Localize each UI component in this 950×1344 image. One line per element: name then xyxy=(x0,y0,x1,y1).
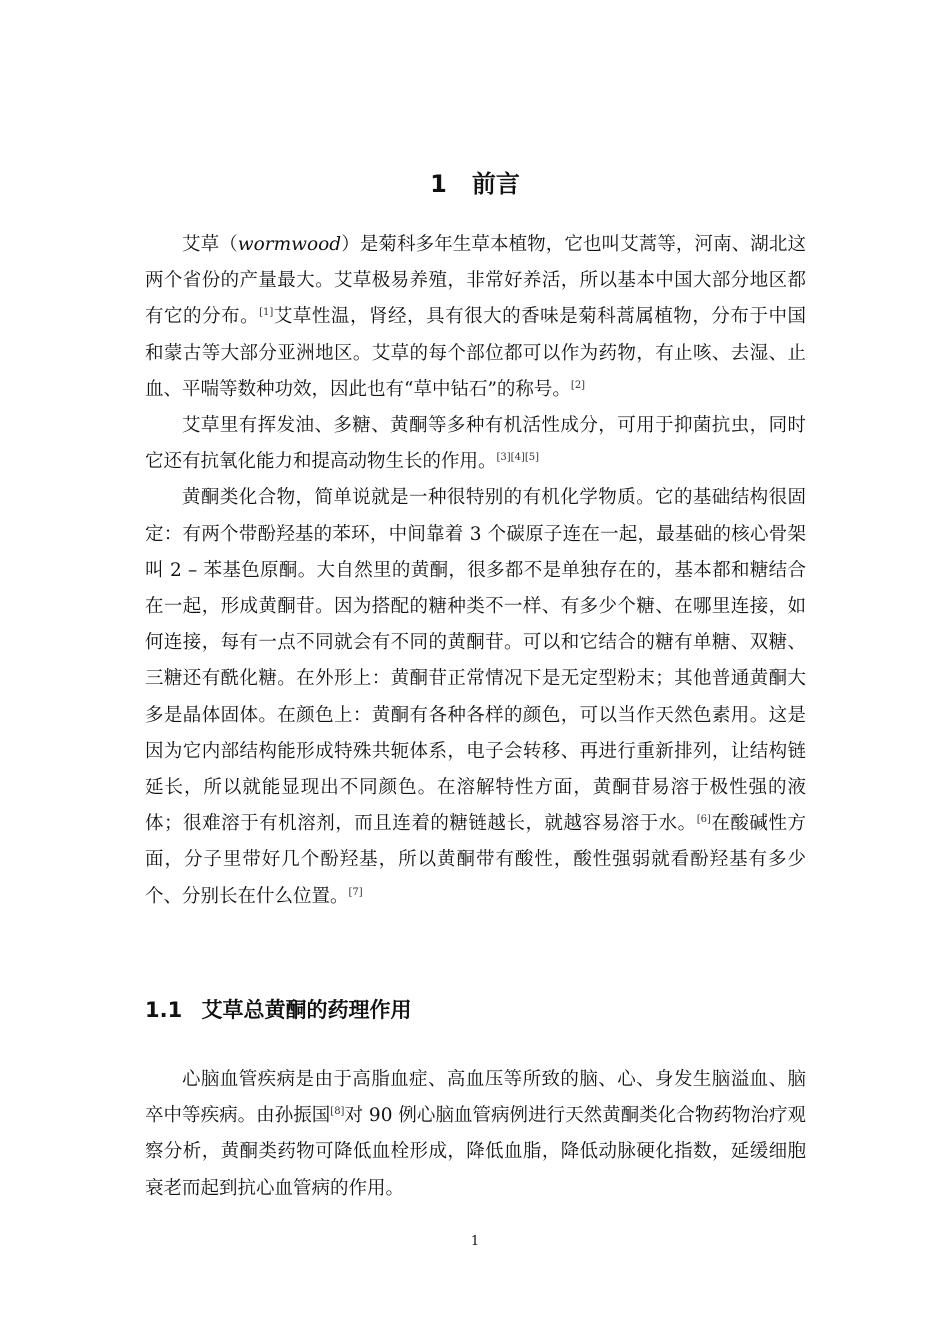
section-body xyxy=(145,1062,806,1207)
citation-ref: [2] xyxy=(570,379,586,391)
text-run: 艾草性温，肾经，具有很大的香味是菊科蒿属植物，分布于中国和蒙古等大部分亚洲地区。艾草的每个部位都可以作为药物，有止咳、去湿、止血、平喘等数种功效，因此也有“草中钻石”的称号。 xyxy=(145,306,806,400)
text-run: 艾草里有挥发油、多糖、黄酮等多种有机活性成分，可用于抑菌抗虫，同时它还有抗氧化能力和提高动物生长的作用。 xyxy=(145,415,806,473)
intro-body xyxy=(145,227,806,915)
text-run: 心脑血管疾病是由于高脂血症、高血压等所致的脑、心、身发生脑溢血、脑卒中等疾病。由孙振国 xyxy=(145,1069,806,1127)
citation-ref: [6] xyxy=(696,814,711,826)
citation-ref: [8] xyxy=(330,1106,345,1118)
chapter-title: 前言 xyxy=(471,170,520,199)
text-run: 在酸碱性方面，分子里带好几个酚羟基，所以黄酮带有酸性，酸性强弱就看酚羟基有多少个、分别长在什么位置。 xyxy=(145,813,806,907)
citation-ref: [3][4][5] xyxy=(496,452,540,464)
paragraph xyxy=(145,227,806,408)
text-run: ）是菊科多年生草本植物，它也叫艾蒿等，河南、湖北这两个省份的产量最大。艾草极易养殖，非常好养活，所以基本中国大部分地区都有它的分布。 xyxy=(145,234,806,328)
section-title: 艾草总黄酮的药理作用 xyxy=(201,998,412,1022)
citation-ref: [1] xyxy=(259,307,274,319)
italic-term: wormwood xyxy=(237,234,342,255)
citation-ref: [7] xyxy=(348,886,363,898)
text-run: 艾草（ xyxy=(182,234,238,255)
chapter-number: 1 xyxy=(430,170,447,199)
paragraph xyxy=(145,1062,806,1207)
section-number: 1.1 xyxy=(145,998,183,1022)
page-number: 1 xyxy=(470,1234,480,1249)
paragraph xyxy=(145,408,806,480)
paragraph xyxy=(145,480,806,914)
text-run: 对 90 例心脑血管病例进行天然黄酮类化合物药物治疗观察分析，黄酮类药物可降低血栓形成，降低血脂，降低动脉硬化指数，延缓细胞衰老而起到抗心血管病的作用。 xyxy=(145,1105,806,1199)
chapter-heading xyxy=(0,166,950,202)
section-heading xyxy=(145,992,412,1028)
text-run: 黄酮类化合物，简单说就是一种很特别的有机化学物质。它的基础结构很固定：有两个带酚羟基的苯环，中间靠着 3 个碳原子连在一起，最基础的核心骨架叫 2 – 苯基色原酮。大自然里的黄酮，很多都不是单独存在的，基本都和糖结合在一起，形成黄酮苷。因为搭配的糖种类不一样、有多少个糖、在哪里连接，如何连接，每有一点不同就会有不同的黄酮苷。可以和它结合的糖有单糖、双糖、三糖还有酰化糖。在外形上：黄酮苷正常情况下是无定型粉末；其他普通黄酮大多是晶体固体。在颜色上：黄酮有各种各样的颜色，可以当作天然色素用。这是因为它内部结构能形成特殊共轭体系，电子会转移、再进行重新排列，让结构链延长，所以就能显现出不同颜色。在溶解特性方面，黄酮苷易溶于极性强的液体；很难溶于有机溶剂，而且连着的糖链越长，就越容易溶于水。 xyxy=(145,487,806,835)
